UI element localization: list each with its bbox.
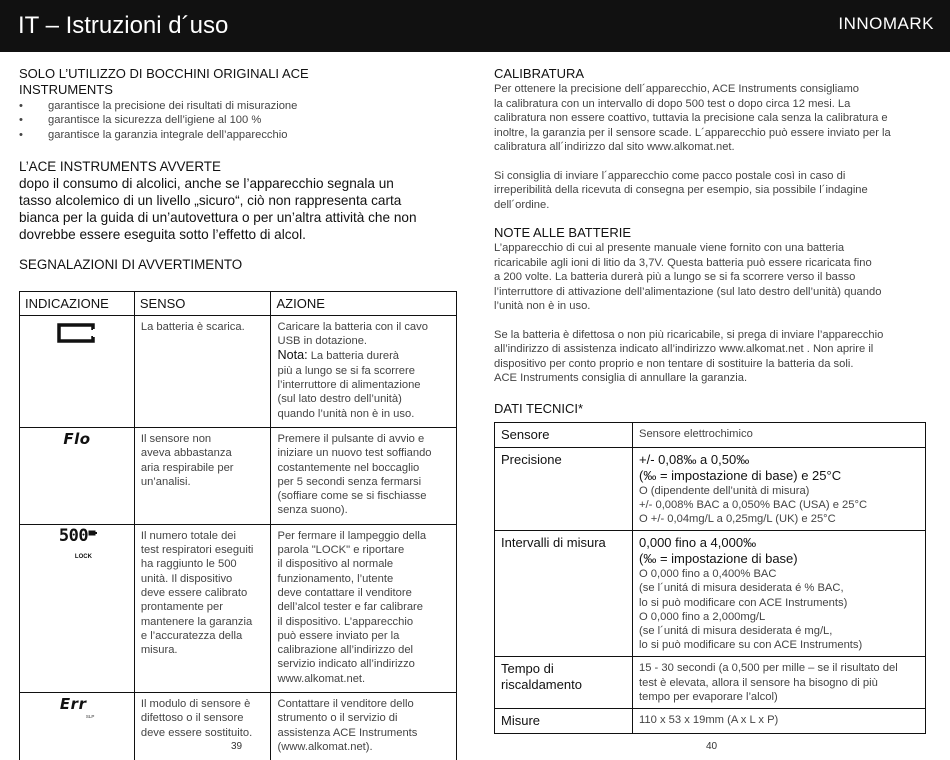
brand-name: INNOMARK — [838, 14, 934, 33]
action-cell: Per fermare il lampeggio della parola "LOCK" e riportare il dispositivo al normale funzionamento, l’utente deve contattare il venditore dell’alcol tester e far calibrare il dispositivo. L’apparecchio può essere inviato per la calibrazione all’indirizzo del servizio indicato all’indirizzo www.alkomat.net. — [271, 524, 457, 692]
battery-low-icon — [57, 323, 97, 343]
indication-cell — [20, 693, 135, 760]
spec-value: +/- 0,08‰ a 0,50‰ (‰ = impostazione di base) e 25°C O (dipendente dell’unità di misura) +/- 0,008% BAC a 0,050% BAC (USA) e 25°C O +/- 0,04mg/L a 0,25mg/L (UK) e 25°C — [633, 447, 926, 531]
spec-label: Sensore — [495, 422, 633, 447]
paragraph: Si consiglia di inviare l´apparecchio come pacco postale così in caso di irreperibilità della ricevuta di consegna per esempio, sia possibile l´indagine dell´ordine. — [494, 169, 868, 211]
section-heading: INSTRUMENTS — [19, 82, 113, 97]
page-header — [0, 0, 950, 52]
left-page — [19, 66, 457, 760]
warning-text: dopo il consumo di alcolici, anche se l’apparecchio segnala un tasso alcolemico di un livello „sicuro“, ciò non rappresenta carta bianca per la guida di un’autovettura o per un’altra attività che non dovrebbe essere eseguita sotto l’effetto di alcol. — [19, 175, 417, 242]
meaning-cell: Il modulo di sensore è difettoso o il sensore deve essere sostituito. — [134, 693, 271, 760]
table-row — [495, 531, 926, 657]
table-row — [495, 422, 926, 447]
meaning-cell: Il sensore non aveva abbastanza aria respirabile per un’analisi. — [134, 427, 271, 524]
spec-label: Tempo di riscaldamento — [495, 657, 633, 709]
list-item: • garantisce la garanzia integrale dell’apparecchio — [19, 128, 288, 141]
lock-label: LOCK — [74, 553, 92, 560]
paragraph: Se la batteria è difettosa o non più ricaricabile, si prega di inviare l’apparecchio all’indirizzo di assistenza indicato all’indirizzo www.alkomat.net . Non aprire il dispositivo per conto proprio e non tentare di sostituire la batteria da soli. ACE Instruments consiglia di annullare la garanzia. — [494, 328, 884, 384]
list-item: • garantisce la sicurezza dell’igiene al 100 % — [19, 114, 262, 127]
battery-notes-section — [494, 225, 926, 386]
document-title: IT – Istruzioni d´uso — [18, 12, 229, 39]
bullet-icon: • — [19, 114, 23, 127]
spec-value: 0,000 fino a 4,000‰ (‰ = impostazione di base) O 0,000 fino a 0,400% BAC (se l´unitá di misura desiderata é % BAC, lo si può modificare con ACE Instruments) O 0,000 fino a 2,000mg/L (se l´unitá di misura desiderata é mg/L, lo si può modificare su con ACE Instruments) — [633, 531, 926, 657]
table-row — [495, 708, 926, 733]
warning-signals-table — [19, 291, 457, 760]
table-row — [495, 657, 926, 709]
lock-display-icon: 500 LOCK — [59, 529, 95, 563]
spec-label: Intervalli di misura — [495, 531, 633, 657]
paragraph: Per ottenere la precisione dell´apparecchio, ACE Instruments consigliamo la calibratura con un intervallo di dopo 500 test o dopo circa 12 mesi. La calibratura non essere coattivo, tuttavia la precisione cala senza la calibratura e inoltre, la garanzia per il sensore scade. L´apparecchio può essere inviato per la calibratura all´indirizzo dal sito www.alkomat.net. — [494, 83, 891, 153]
column-header: INDICAZIONE — [20, 291, 135, 315]
meaning-cell: La batteria è scarica. — [134, 315, 271, 427]
slp-label: SLP — [85, 714, 95, 720]
meaning-cell: Il numero totale dei test respiratori eseguiti ha raggiunto le 500 unità. Il dispositivo deve essere calibrato prontamente per mantenere la garanzia e l’accuratezza della misura. — [134, 524, 271, 692]
paragraph: L’apparecchio di cui al presente manuale viene fornito con una batteria ricaricabile agli ioni di litio da 3,7V. Questa batteria può essere ricaricata fino a 200 volte. La batteria durerà più a lungo se si fa scorrere verso il basso l’interruttore di attivazione dell’alimentazione (sul lato destro dell’unità) quando l’unità non è in uso. — [494, 242, 882, 312]
spec-label: Misure — [495, 708, 633, 733]
list-item: • garantisce la precisione dei risultati di misurazione — [19, 100, 298, 112]
indication-cell — [20, 315, 135, 427]
spec-value: 110 x 53 x 19mm (A x L x P) — [633, 708, 926, 733]
page-number: 39 — [231, 741, 243, 752]
bullet-icon: • — [19, 128, 23, 141]
battery-full-icon — [88, 530, 97, 536]
action-cell: Premere il pulsante di avvio e iniziare un nuovo test soffiando costantemente nel boccaglio per 5 secondi senza fermarsi (soffiare come se si fischiasse senza suono). — [271, 427, 457, 524]
table-row — [20, 427, 457, 524]
column-header: AZIONE — [271, 291, 457, 315]
table-row — [495, 447, 926, 531]
warning-section — [19, 159, 457, 243]
spec-value: 15 - 30 secondi (a 0,500 per mille – se il risultato del test è elevata, allora il sensore ha bisogno di più tempo per evaporare l’alcol) — [633, 657, 926, 709]
indication-cell — [20, 427, 135, 524]
action-cell: Contattare il venditore dello strumento o il servizio di assistenza ACE Instruments (www.alkomat.net). — [271, 693, 457, 760]
page-number: 40 — [706, 741, 718, 752]
spec-label: Precisione — [495, 447, 633, 531]
original-mouthpiece-section — [19, 66, 457, 142]
calibration-section — [494, 66, 926, 212]
section-heading: SOLO L’UTILIZZO DI BOCCHINI ORIGINALI ACE — [19, 66, 309, 81]
error-display-icon: Err SLP — [60, 697, 94, 717]
section-heading: DATI TECNICI* — [494, 400, 584, 416]
technical-data-table — [494, 422, 926, 734]
note-label: Nota: — [277, 348, 308, 363]
section-heading: SEGNALAZIONI DI AVVERTIMENTO — [19, 256, 243, 272]
right-page — [494, 66, 926, 734]
bullet-list — [19, 99, 457, 142]
flo-display-icon: Flo — [63, 429, 91, 448]
indication-cell — [20, 524, 135, 692]
section-heading: CALIBRATURA — [494, 66, 585, 81]
section-heading: L’ACE INSTRUMENTS AVVERTE — [19, 158, 221, 174]
column-header: SENSO — [134, 291, 271, 315]
bullet-icon: • — [19, 100, 23, 112]
table-row — [20, 524, 457, 692]
table-row — [20, 315, 457, 427]
action-cell: Caricare la batteria con il cavo USB in dotazione. Nota: La batteria durerà più a lungo se si fa scorrere l’interruttore di alimentazione (sul lato destro dell’unità) quando l’unità non è in uso. — [271, 315, 457, 427]
spec-value: Sensore elettrochimico — [633, 422, 926, 447]
table-header-row — [20, 291, 457, 315]
section-heading: NOTE ALLE BATTERIE — [494, 225, 632, 240]
